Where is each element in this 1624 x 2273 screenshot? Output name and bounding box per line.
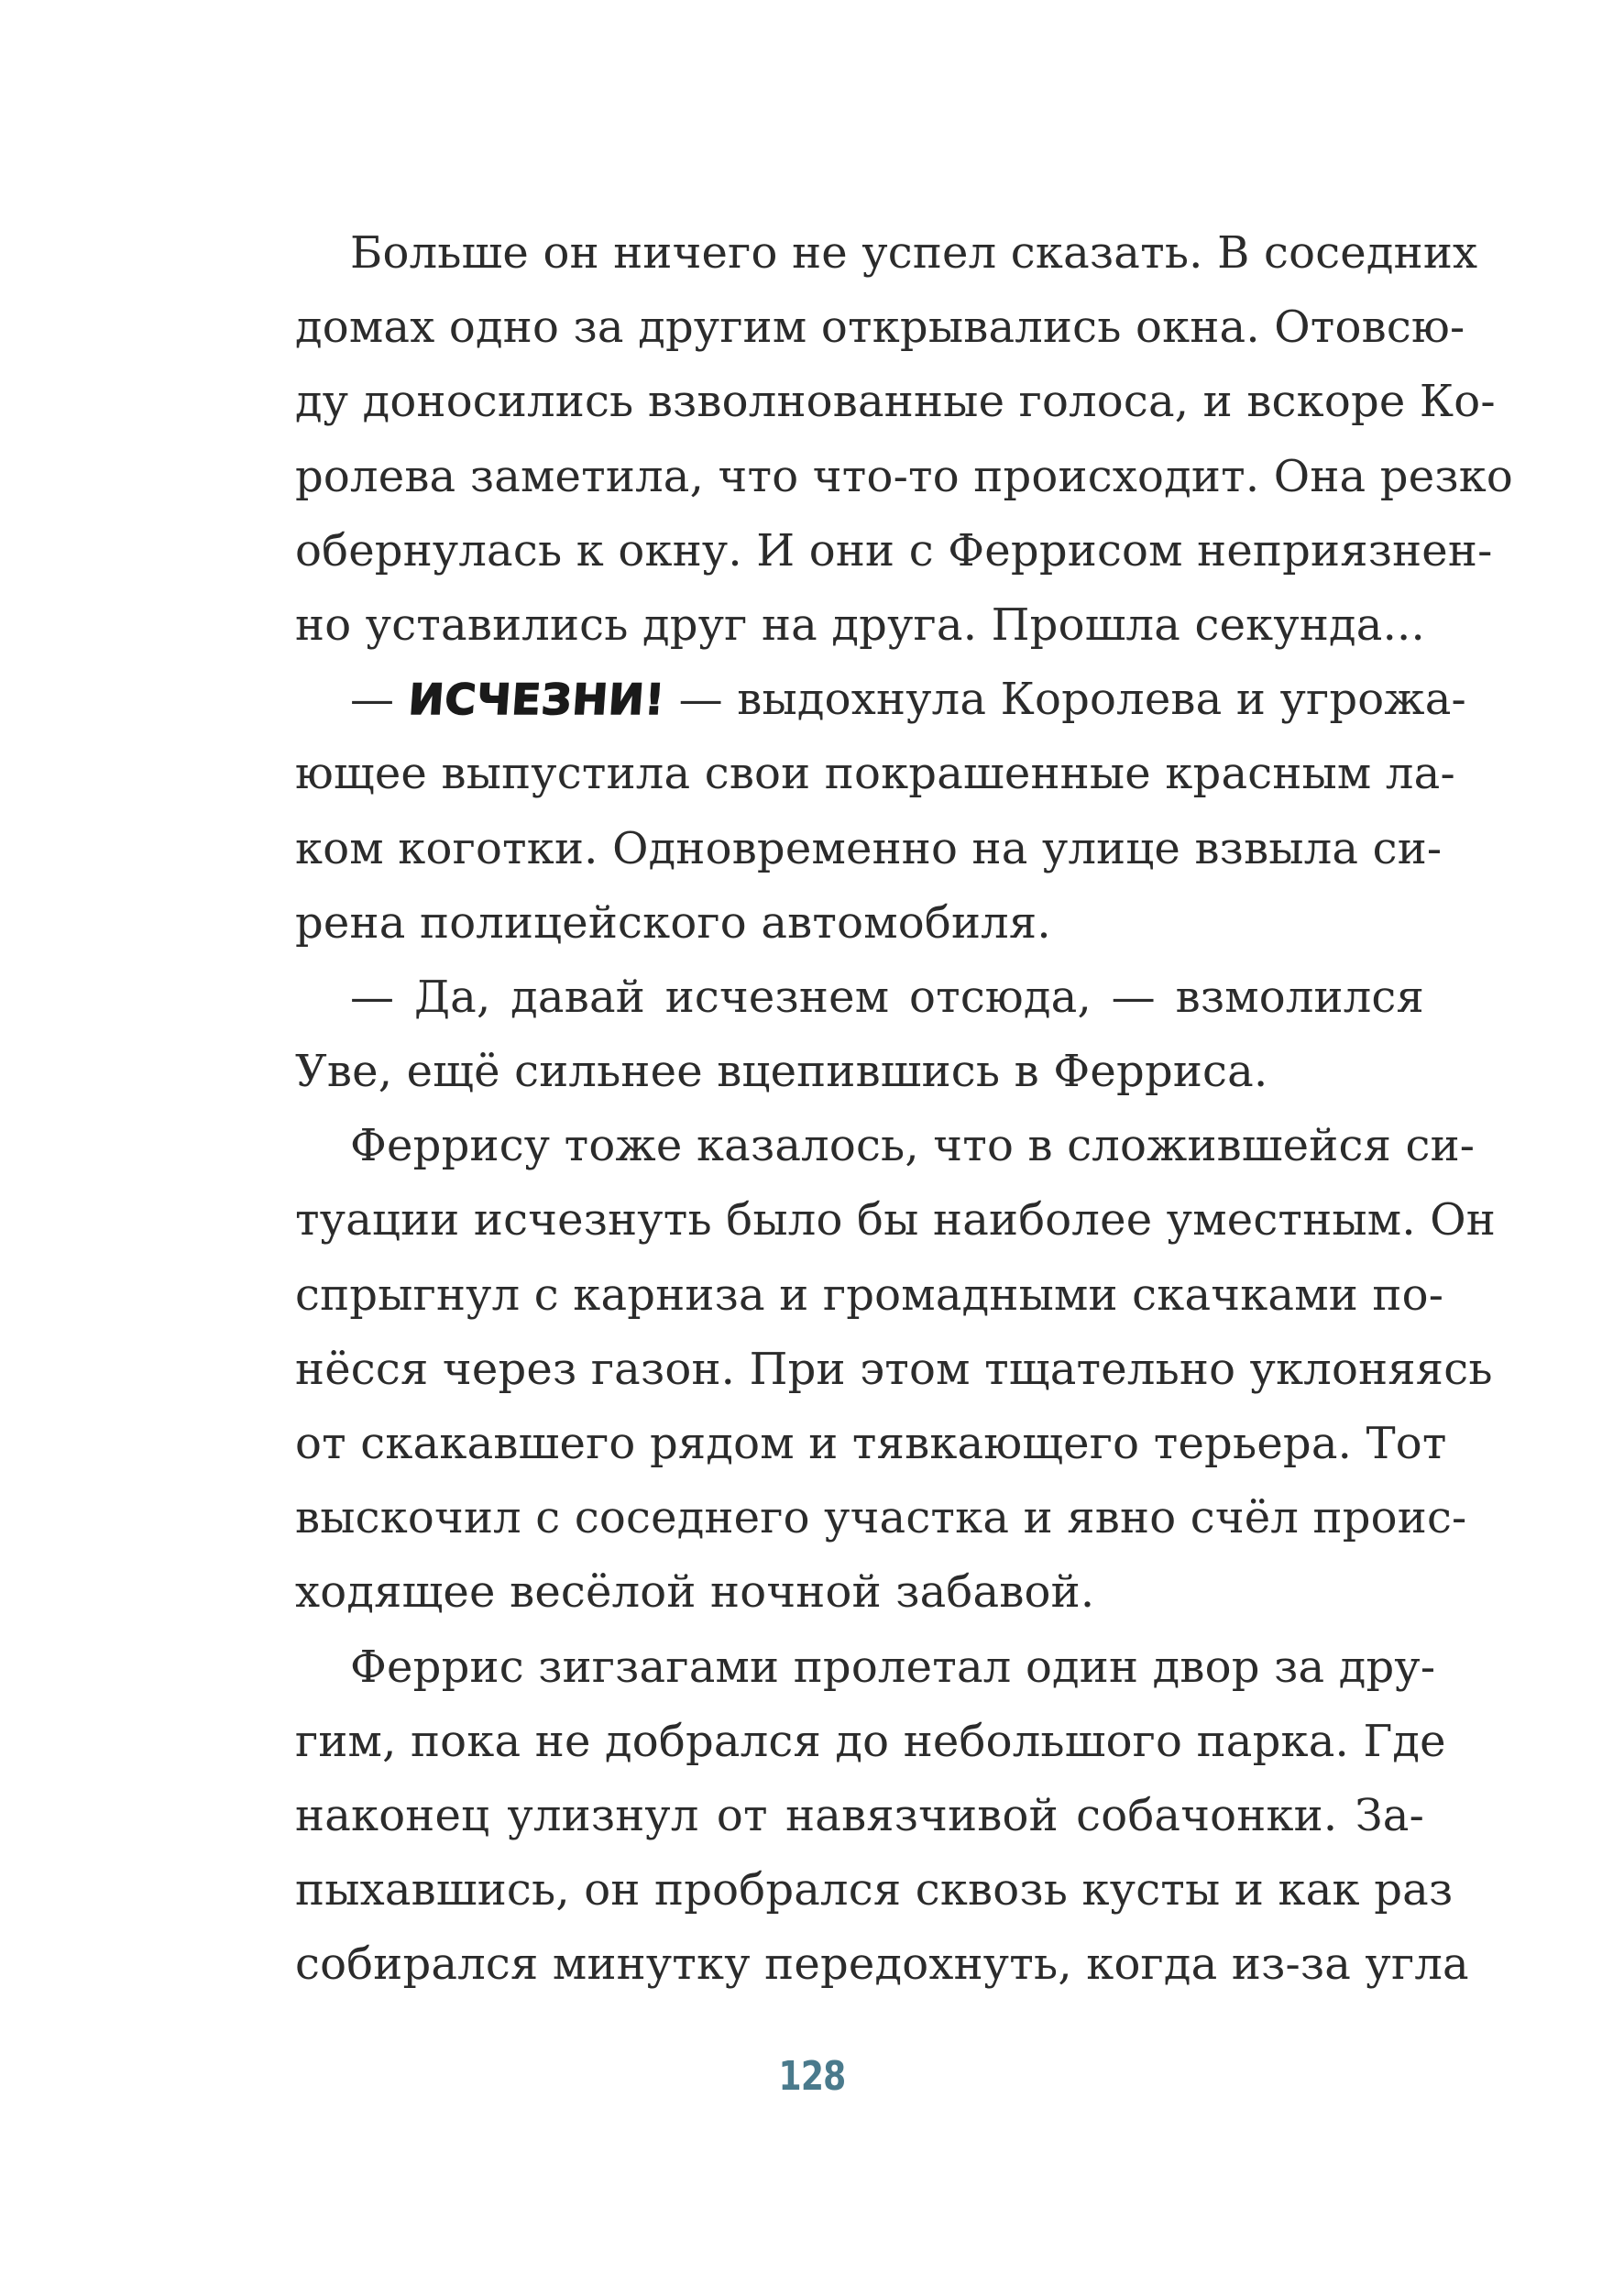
text-line: ходящее весёлой ночной забавой. <box>295 1566 1095 1619</box>
text-line: рена полицейского автомобиля. <box>295 896 1051 949</box>
text-line: обернулась к окну. И они с Феррисом неприязнен- <box>295 524 1493 576</box>
text-line: наконец улизнул от навязчивой собачонки. За- <box>295 1789 1424 1841</box>
text-line: Феррису тоже казалось, что в сложившейся си- <box>350 1120 1476 1172</box>
text-line: домах одно за другим открывались окна. Отовсю- <box>295 302 1465 354</box>
text-line: Уве, ещё сильнее вцепившись в Ферриса. <box>295 1046 1268 1098</box>
text-line: нёсся через газон. При этом тщательно уклоняясь <box>295 1343 1493 1395</box>
text-line: ролева заметила, что что-то происходит. Она резко <box>295 450 1514 502</box>
text-line: ком коготки. Одновременно на улице взвыла си- <box>295 822 1443 874</box>
text-line: Феррис зигзагами пролетал один двор за дру- <box>350 1641 1436 1693</box>
text-line: но уставились друг на друга. Прошла секунда... <box>295 598 1425 651</box>
body-text <box>295 216 1514 2003</box>
text-line: собирался минутку передохнуть, когда из-за угла <box>295 1938 1469 1991</box>
text-line: туации исчезнуть было бы наиболее уместным. Он <box>295 1194 1496 1246</box>
text-line: гим, пока не добрался до небольшого парка. Где <box>295 1715 1446 1767</box>
text-line-shout <box>295 663 1466 737</box>
text-line: спрыгнул с карниза и громадными скачками по- <box>295 1268 1444 1321</box>
shout-word: ИСЧЕЗНИ! <box>406 675 667 725</box>
text-line: Больше он ничего не успел сказать. В соседних <box>350 227 1478 279</box>
shout-rest: — выдохнула Королева и угрожа- <box>664 674 1466 726</box>
page-number: 128 <box>778 2053 846 2100</box>
text-line: выскочил с соседнего участка и явно счёл проис- <box>295 1492 1467 1544</box>
text-line: — Да, давай исчезнем отсюда, — взмолился <box>350 971 1424 1023</box>
text-line: ду доносились взволнованные голоса, и вскоре Ко- <box>295 376 1496 428</box>
text-line: пыхавшись, он пробрался сквозь кусты и как раз <box>295 1864 1454 1916</box>
dash: — <box>350 674 409 726</box>
text-line: от скакавшего рядом и тявкающего терьера. Тот <box>295 1418 1447 1469</box>
text-line: ющее выпустила свои покрашенные красным ла- <box>295 748 1455 800</box>
